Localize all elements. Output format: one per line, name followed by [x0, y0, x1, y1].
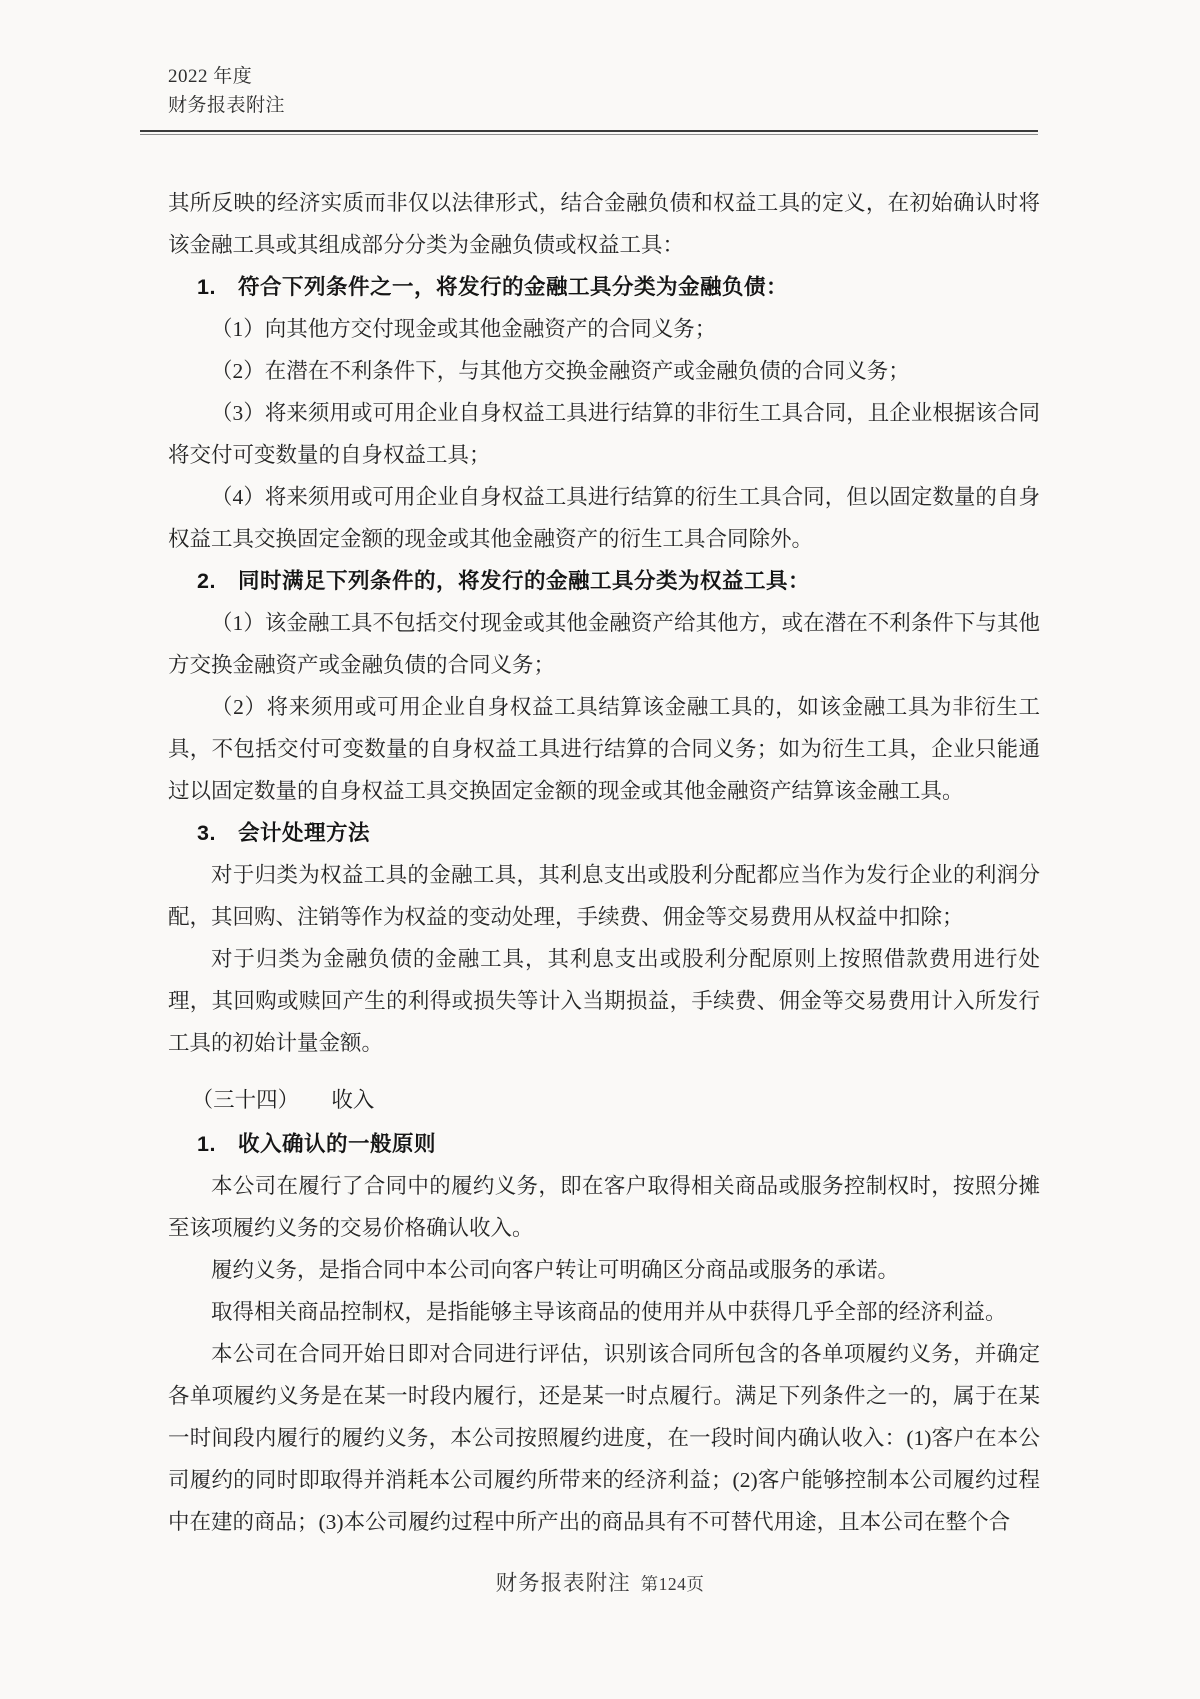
paragraph-performance-obligation-definition: 履约义务，是指合同中本公司向客户转让可明确区分商品或服务的承诺。	[211, 1258, 900, 1282]
header-title-line: 财务报表附注	[168, 95, 286, 116]
footer-page-number: 第124页	[640, 1574, 705, 1594]
paragraph-contract-assessment: 本公司在合同开始日即对合同进行评估，识别该合同所包含的各单项履约义务，并确定各单项履约义务是在某一时段内履行，还是某一时点履行。满足下列条件之一的，属于在某一时间段内履行的履约义务，本公司按照履约进度，在一段时间内确认收入：(1)客户在本公司履约的同时即取得并消耗本公司履约所带来的经济利益；(2)客户能够控制本公司履约过程中在建的商品；(3)本公司履约过程中所产出的商品具有不可替代用途，且本公司在整个合	[168, 1342, 1040, 1534]
list-item-liability-1: （1）向其他方交付现金或其他金融资产的合同义务；	[211, 317, 717, 341]
page-header	[168, 62, 285, 120]
list-item-liability-3: （3）将来须用或可用企业自身权益工具进行结算的非衍生工具合同，且企业根据该合同将交付可变数量的自身权益工具；	[168, 401, 1040, 467]
list-item-liability-4: （4）将来须用或可用企业自身权益工具进行结算的衍生工具合同，但以固定数量的自身权益工具交换固定金额的现金或其他金融资产的衍生工具合同除外。	[168, 485, 1040, 551]
paragraph-liability-treatment: 对于归类为金融负债的金融工具，其利息支出或股利分配原则上按照借款费用进行处理，其回购或赎回产生的利得或损失等计入当期损益，手续费、佣金等交易费用计入所发行工具的初始计量金额。	[168, 947, 1040, 1055]
document-body	[168, 182, 1040, 1543]
paragraph-intro-continuation: 其所反映的经济实质而非仅以法律形式，结合金融负债和权益工具的定义，在初始确认时将该金融工具或其组成部分分类为金融负债或权益工具：	[168, 191, 1040, 257]
section-heading-revenue: （三十四） 收入	[191, 1088, 375, 1112]
heading-equity-instrument-conditions: 2. 同时满足下列条件的，将发行的金融工具分类为权益工具：	[197, 569, 810, 593]
heading-accounting-treatment: 3. 会计处理方法	[197, 821, 370, 845]
page-footer	[0, 1566, 1200, 1597]
heading-revenue-recognition-principle: 1. 收入确认的一般原则	[197, 1132, 436, 1156]
header-year-line: 2022 年度	[168, 66, 253, 87]
footer-title: 财务报表附注	[495, 1571, 631, 1595]
header-divider-rule	[140, 130, 1038, 135]
list-item-equity-2: （2）将来须用或可用企业自身权益工具结算该金融工具的，如该金融工具为非衍生工具，不包括交付可变数量的自身权益工具进行结算的合同义务；如为衍生工具，企业只能通过以固定数量的自身权益工具交换固定金额的现金或其他金融资产结算该金融工具。	[168, 695, 1040, 803]
heading-financial-liability-conditions: 1. 符合下列条件之一，将发行的金融工具分类为金融负债：	[197, 275, 788, 299]
paragraph-control-definition: 取得相关商品控制权，是指能够主导该商品的使用并从中获得几乎全部的经济利益。	[211, 1300, 1007, 1324]
paragraph-revenue-recognition: 本公司在履行了合同中的履约义务，即在客户取得相关商品或服务控制权时，按照分摊至该项履约义务的交易价格确认收入。	[168, 1174, 1040, 1240]
paragraph-equity-treatment: 对于归类为权益工具的金融工具，其利息支出或股利分配都应当作为发行企业的利润分配，其回购、注销等作为权益的变动处理，手续费、佣金等交易费用从权益中扣除；	[168, 863, 1040, 929]
list-item-equity-1: （1）该金融工具不包括交付现金或其他金融资产给其他方，或在潜在不利条件下与其他方交换金融资产或金融负债的合同义务；	[168, 611, 1040, 677]
list-item-liability-2: （2）在潜在不利条件下，与其他方交换金融资产或金融负债的合同义务；	[211, 359, 910, 383]
